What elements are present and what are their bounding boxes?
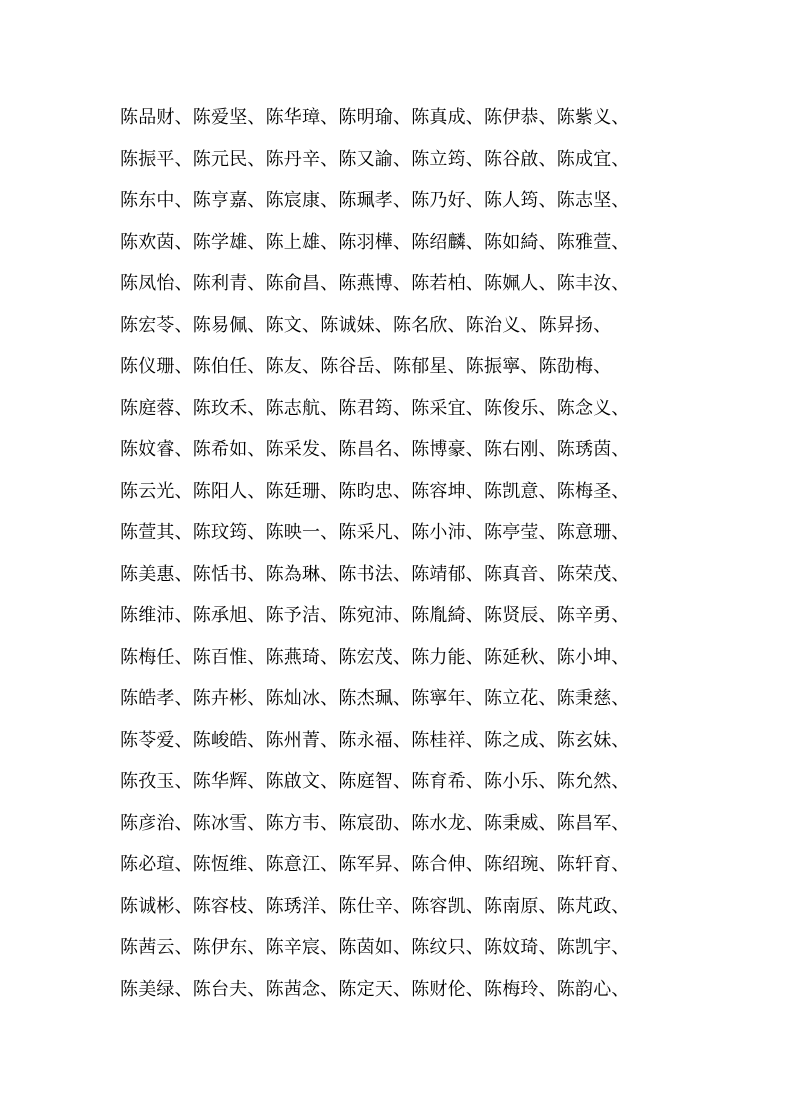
- text-line: 陈必瑄、陈恆维、陈意江、陈军昇、陈合伸、陈绍琬、陈轩育、: [120, 854, 630, 875]
- text-line: 陈仪珊、陈伯任、陈友、陈谷岳、陈郁星、陈振寧、陈劭梅、: [120, 356, 612, 377]
- text-line: 陈美惠、陈恬书、陈為琳、陈书法、陈靖郁、陈真音、陈荣茂、: [120, 563, 630, 585]
- text-line: 陈皓孝、陈卉彬、陈灿冰、陈杰珮、陈寧年、陈立花、陈秉慈、: [120, 688, 630, 709]
- text-line: 陈宏苓、陈易佩、陈文、陈诚妹、陈名欣、陈治义、陈昇扬、: [120, 314, 612, 336]
- text-line: 陈欢茵、陈学雄、陈上雄、陈羽樺、陈绍麟、陈如綺、陈雅萱、: [120, 231, 630, 253]
- text-line: 陈美绿、陈台夫、陈茜念、陈定天、陈财伦、陈梅玲、陈韵心、: [120, 978, 630, 1000]
- text-line: 陈维沛、陈承旭、陈予洁、陈宛沛、陈胤綺、陈贤辰、陈辛勇、: [120, 605, 630, 626]
- text-line: 陈孜玉、陈华辉、陈啟文、陈庭智、陈育希、陈小乐、陈允然、: [120, 771, 630, 792]
- text-line: 陈东中、陈亨嘉、陈宸康、陈珮孝、陈乃好、陈人筠、陈志坚、: [120, 190, 630, 211]
- text-line: 陈彦治、陈冰雪、陈方韦、陈宸劭、陈水龙、陈秉威、陈昌军、: [120, 812, 630, 834]
- text-line: 陈苓爱、陈峻皓、陈州菁、陈永福、陈桂祥、陈之成、陈玄妹、: [120, 729, 630, 751]
- text-line: 陈茜云、陈伊东、陈辛宸、陈茵如、陈纹只、陈妏琦、陈凯宇、: [120, 937, 630, 958]
- text-line: 陈品财、陈爱坚、陈华璋、陈明瑜、陈真成、陈伊恭、陈紫义、: [120, 107, 630, 128]
- text-line: 陈梅任、陈百惟、陈燕琦、陈宏茂、陈力能、陈延秋、陈小坤、: [120, 646, 630, 668]
- name-list: [120, 97, 700, 1010]
- text-line: 陈云光、陈阳人、陈廷珊、陈昀忠、陈容坤、陈凯意、陈梅圣、: [120, 480, 630, 502]
- text-line: 陈妏睿、陈希如、陈采发、陈昌名、陈博豪、陈右刚、陈琇茵、: [120, 439, 630, 460]
- text-line: 陈庭蓉、陈玫禾、陈志航、陈君筠、陈采宜、陈俊乐、陈念义、: [120, 397, 630, 419]
- text-line: 陈诚彬、陈容枝、陈琇洋、陈仕辛、陈容凯、陈南原、陈芃政、: [120, 895, 630, 917]
- text-line: 陈萱其、陈玟筠、陈映一、陈采凡、陈小沛、陈亭莹、陈意珊、: [120, 522, 630, 543]
- text-line: 陈振平、陈元民、陈丹辛、陈又諭、陈立筠、陈谷啟、陈成宜、: [120, 148, 630, 170]
- text-line: 陈凤怡、陈利青、陈俞昌、陈燕博、陈若柏、陈姵人、陈丰汝、: [120, 273, 630, 294]
